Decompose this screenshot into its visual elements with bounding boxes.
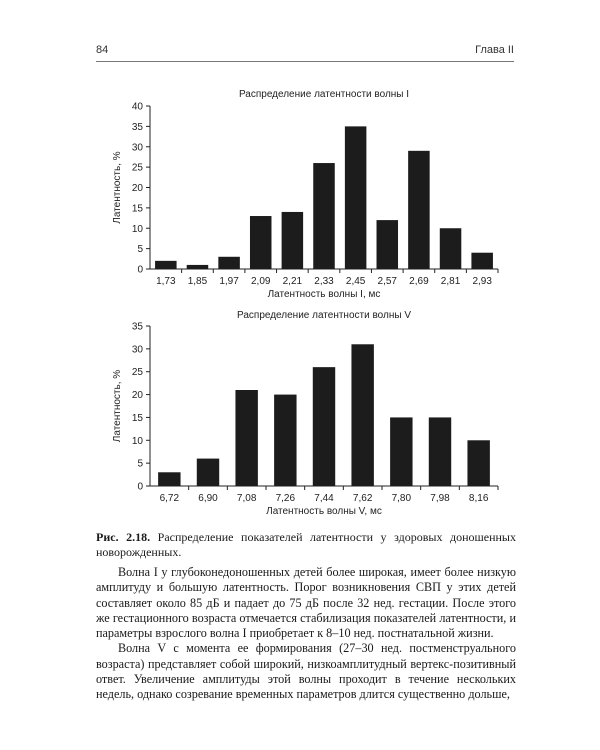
x-tick-label: 2,21 — [282, 276, 303, 287]
paragraph-1: Волна I у глубоконедоношенных детей более широкая, имеет более низкую амплитуду и большую латентность. Порог возникновения СВП у этих детей составляет около 85 дБ и падает до 75 дБ после 32 нед. гестации. После этого же гестационного возраста отмечается стабилизация показателей латентности, и параметры взрослого волна I приобретает к 8–10 нед. постнатальной жизни. — [96, 565, 516, 641]
x-tick-label: 6,72 — [159, 493, 180, 504]
bar — [218, 257, 240, 269]
chart-title: Распределение латентности волны I — [238, 89, 410, 100]
x-tick-label: 2,81 — [440, 276, 461, 287]
y-tick-label: 15 — [131, 203, 143, 215]
x-tick-label: 2,57 — [377, 276, 398, 287]
x-tick-label: 7,62 — [352, 493, 373, 504]
bar — [429, 417, 451, 486]
y-tick-label: 30 — [131, 142, 143, 154]
y-tick-label: 35 — [131, 321, 143, 333]
bar — [345, 126, 367, 269]
x-tick-label: 7,08 — [236, 493, 257, 504]
y-tick-label: 30 — [131, 344, 143, 356]
page-number: 84 — [96, 44, 109, 56]
y-axis-label: Латентность, % — [112, 151, 123, 224]
x-tick-label: 2,69 — [409, 276, 429, 287]
bar — [313, 163, 335, 269]
bar — [377, 220, 399, 269]
bar — [197, 459, 219, 486]
x-tick-label: 7,44 — [314, 493, 334, 504]
y-tick-label: 20 — [131, 390, 143, 402]
x-tick-label: 8,16 — [468, 493, 489, 504]
chapter-title: Глава II — [475, 44, 514, 56]
figure-caption-text: Распределение показателей латентности у здоровых доношенных новорожденных. — [96, 530, 516, 559]
bar — [155, 261, 177, 269]
bar — [313, 367, 335, 486]
bar — [158, 472, 180, 486]
bar — [274, 395, 296, 486]
bar — [440, 228, 462, 269]
bar — [351, 344, 373, 486]
bar — [235, 390, 257, 486]
y-tick-label: 5 — [137, 458, 143, 470]
x-axis-label: Латентность волны V, мс — [266, 506, 382, 517]
x-tick-label: 7,80 — [391, 493, 412, 504]
x-tick-label: 1,85 — [187, 276, 208, 287]
x-tick-label: 2,93 — [472, 276, 492, 287]
y-tick-label: 25 — [131, 162, 143, 174]
figure-label: Рис. 2.18. — [96, 530, 151, 544]
y-tick-label: 20 — [131, 183, 143, 194]
bar — [390, 417, 412, 486]
y-tick-label: 25 — [131, 367, 143, 379]
x-tick-label: 7,98 — [430, 493, 450, 504]
header-rule — [96, 61, 514, 62]
x-tick-label: 6,90 — [198, 493, 218, 504]
bar — [467, 440, 489, 486]
bar — [250, 216, 272, 269]
x-tick-label: 1,73 — [156, 276, 176, 287]
bar — [408, 151, 430, 269]
x-axis-label: Латентность волны I, мс — [267, 289, 381, 300]
paragraph-2: Волна V с момента ее формирования (27–30 нед. постменструального возраста) представляет собой широкий, низкоамплитудный вертекс-позитивный ответ. Увеличение амплитуды этой волны проходит в течение нескольких недель, однако созревание временных параметров длится существенно дольше, — [96, 641, 516, 702]
x-tick-label: 2,33 — [314, 276, 334, 287]
y-tick-label: 10 — [131, 435, 143, 447]
x-tick-label: 2,09 — [250, 276, 271, 287]
x-tick-label: 2,45 — [345, 276, 366, 287]
figure-caption — [96, 530, 516, 559]
y-axis-label: Латентность, % — [112, 369, 123, 443]
body-text — [96, 565, 516, 703]
bar — [282, 212, 304, 269]
y-tick-label: 35 — [131, 121, 143, 133]
y-tick-label: 0 — [137, 481, 143, 493]
y-tick-label: 40 — [131, 101, 143, 113]
x-tick-label: 7,26 — [275, 493, 296, 504]
chart-title: Распределение латентности волны V — [237, 310, 411, 321]
y-tick-label: 5 — [137, 244, 143, 256]
y-tick-label: 0 — [137, 264, 143, 276]
bar — [187, 265, 209, 269]
y-tick-label: 15 — [131, 412, 143, 424]
y-tick-label: 10 — [131, 223, 143, 235]
wave-v-latency-chart — [0, 305, 600, 525]
x-tick-label: 1,97 — [219, 276, 239, 287]
wave-i-latency-chart — [0, 85, 600, 305]
bar — [471, 253, 493, 269]
